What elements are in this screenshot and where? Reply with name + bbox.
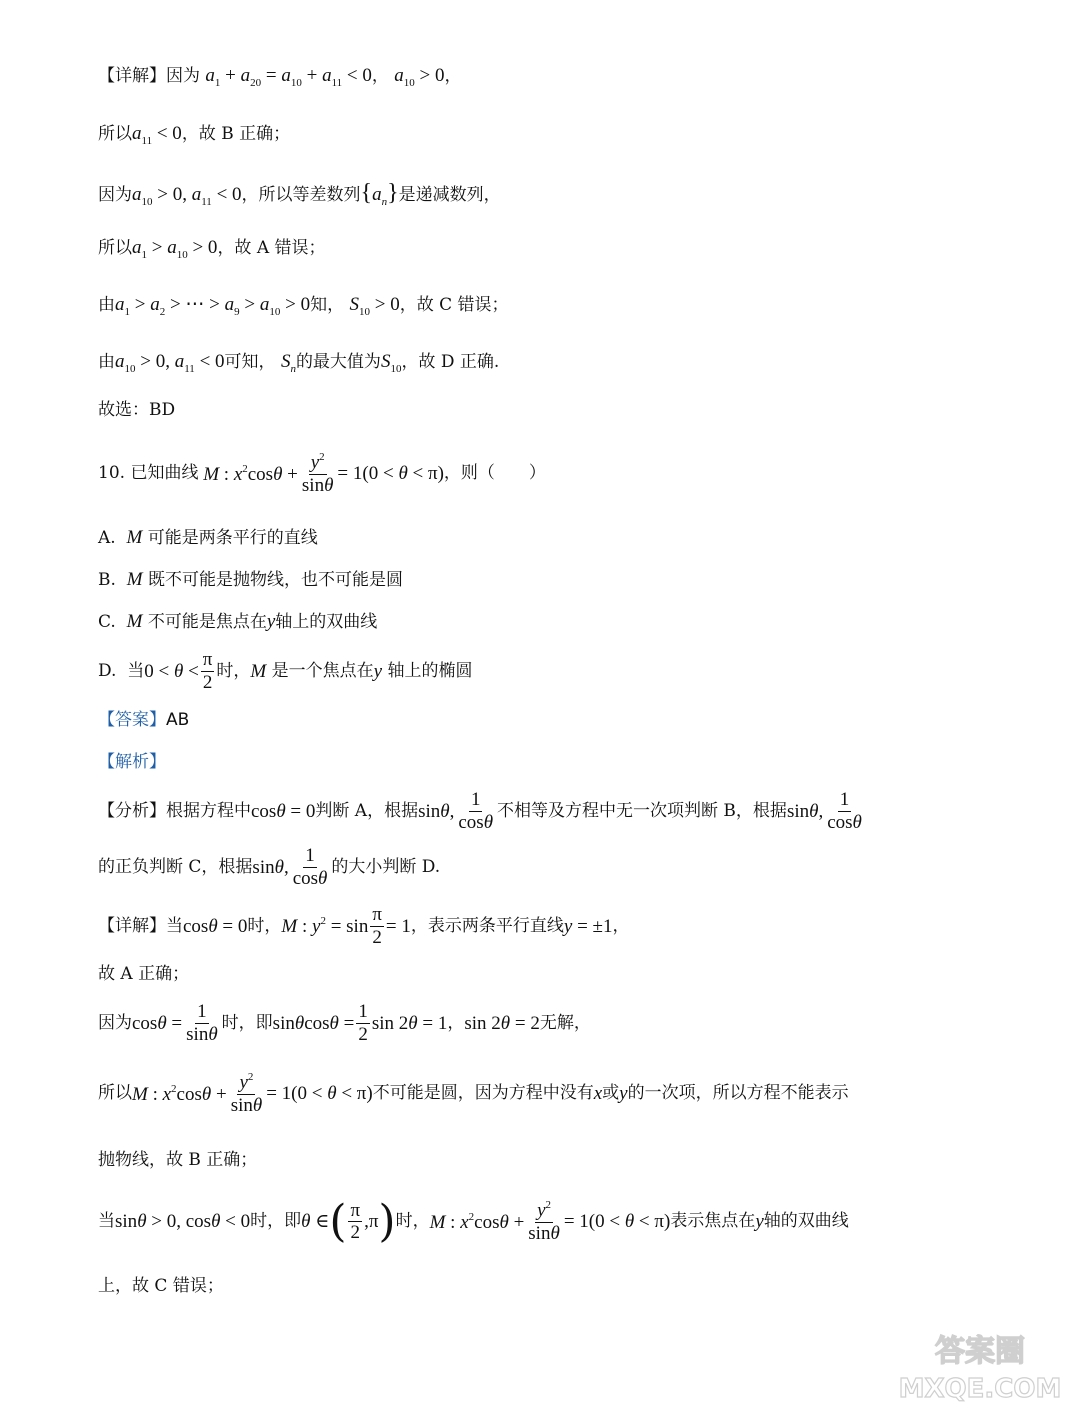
formula-a11-neg: $a_{11} < 0$ [132,123,182,147]
analysis-line-1: 【分析】 根据方程中 cosθ = 0 判断 A，根据 sinθ, $\frac{1}{\cos\theta}$ 不相等及方程中无一次项判断 B，根据 sinθ, $\frac{1}{\cos\theta}$ [98,789,862,833]
detail-line-2: 所以$a_{11} < 0$，故 B 正确； [98,123,291,147]
answer-tag: 【答案】 [98,710,166,730]
option-b[interactable]: B. M 既不可能是抛物线，也不可能是圆 [98,569,403,590]
analysis-line-2: 的正负判断 C，根据 sinθ, $\frac{1}{\cos\theta}$ 的大小判断 D. [98,845,441,889]
formula-an-seq: $\{a_n\}$ [360,180,399,208]
curve-equation: M : $x^2\cos\theta$ + [203,462,298,485]
formula-a10-a11: $a_{10} > 0$, $a_{11} < 0$ [132,184,242,208]
answer-line [98,712,189,729]
watermark-logo [900,1325,1060,1405]
detail-line-3: 因为$a_{10} > 0$, $a_{11} < 0$，所以等差数列$\{a_n\}$是递减数列， [98,180,501,208]
question-number: 10. 已知曲线 [98,463,199,484]
detail-tag: 【详解】 [98,66,166,86]
explain-line [98,754,166,771]
watermark-site-text: MXQE.COM [900,1374,1060,1404]
formula-a10-pos: $a_{10} > 0$ [394,65,445,89]
analysis-tag: 【分析】 [98,800,166,821]
formula-a10-a11-b: $a_{10} > 0$, $a_{11} < 0$ [115,351,225,375]
formula-s10-pos: $S_{10} > 0$ [349,294,400,318]
answer-value: AB [166,710,190,730]
detail-cos-eq: 因为 cosθ = $\frac{1}{\sin\theta}$ 时，即 sinθcosθ = $\frac{1}{2}$ sin 2θ = 1 ， sin 2θ = 2 无解， [98,1001,591,1045]
option-d[interactable]: D. 当 0 < θ < $\frac{\pi}{2}$ 时， M 是一个焦点在 y 轴上的椭圆 [98,649,473,693]
detail-line-6: 由$a_{10} > 0$, $a_{11} < 0$可知， $S_n$的最大值为$S_{10}$，故 D 正确. [98,351,500,375]
detail-cos-zero: 【详解】 当 cosθ = 0 时， M : $y^2 = \sin$ $\frac{\pi}{2}$ = 1 ，表示两条平行直线 y = ±1 ， [98,904,630,948]
detail-b-correct: 抛物线，故 B 正确； [98,1150,258,1170]
formula-a1-gt-a10: $a_1 > a_{10} > 0$ [132,237,218,261]
detail-hyperbola: 当 sinθ > 0, cosθ < 0 时，即 θ ∈ ( $\frac{\pi}{2}$ ,π ) 时， M : $x^2\cos\theta$ + $\frac{y^2}{\sin\theta}$ = 1(0 < θ < π) 表示焦点在 y 轴的双曲线 [98,1196,849,1248]
detail-line-1: 【详解】因为 $a_1 + a_{20} = a_{10} + a_{11} < 0$， $a_{10} > 0$， [98,65,462,89]
detail-c-wrong: 上，故 C 错误； [98,1276,224,1296]
choose-line: 故选：BD [98,400,176,420]
detail-not-circle: 所以 M : $x^2\cos\theta$ + $\frac{y^2}{\sin\theta}$ = 1(0 < θ < π) 不可能是圆，因为方程中没有 x 或 y 的一次项，所以方程不能表示 [98,1071,849,1116]
detail-line-5: 由$a_1 > a_2$ > ⋯ > $a_9 > a_{10} > 0$知， $S_{10} > 0$，故 C 错误； [98,294,509,318]
formula-a1-a20: $a_1 + a_{20} = a_{10} + a_{11} < 0$ [205,65,372,89]
option-a[interactable]: A. M 可能是两条平行的直线 [98,527,318,548]
formula-chain: $a_1 > a_2$ > ⋯ > $a_9 > a_{10} > 0$ [115,294,311,318]
detail-a-correct: 故 A 正确； [98,964,190,984]
watermark-graphic [900,1325,1060,1405]
watermark-logo-text: 答案圈 [935,1334,1025,1369]
option-c[interactable]: C. M 不可能是焦点在y轴上的双曲线 [98,611,378,632]
explain-tag: 【解析】 [98,752,166,772]
detail-line-4: 所以$a_1 > a_{10} > 0$，故 A 错误； [98,237,326,261]
question-10: 10. 已知曲线 M : $x^2\cos\theta$ + $\frac{y^2}{\sin\theta}$ = 1(0 < θ < π) ，则（ ） [98,451,546,496]
